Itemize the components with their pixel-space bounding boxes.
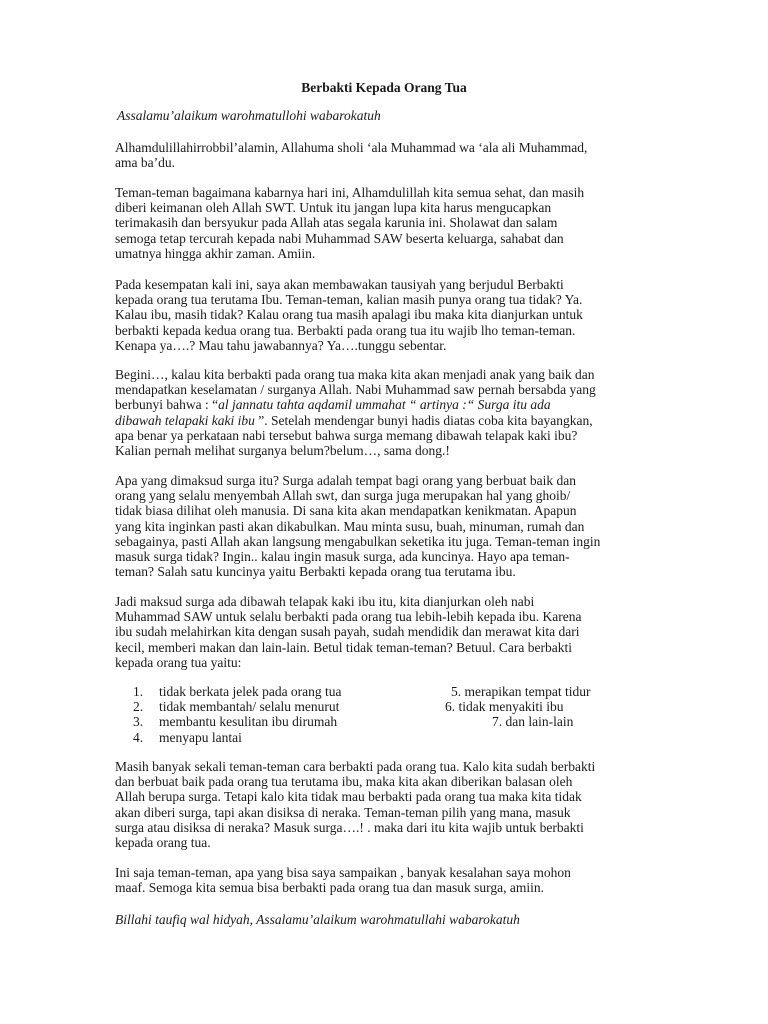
list-item [115,714,675,729]
hadith-quote: dibawah telapaki kaki ibu [115,412,255,428]
text-line: Muhammad SAW untuk selalu berbakti pada orang tua lebih-lebih kepada ibu. Karena [115,609,582,625]
text-line: Apa yang dimaksud surga itu? Surga adalah tempat bagi orang yang berbuat baik dan [115,473,576,488]
text-line: Kalian pernah melihat surganya belum?belum…, sama dong.! [115,443,450,459]
text-line: Masih banyak sekali teman-teman cara berbakti pada orang tua. Kalo kita sudah berbakti [115,759,596,774]
text-line: sebagainya, pasti Allah akan langsung mengabulkan seketika itu juga. Teman-teman ingin [115,533,601,549]
text-line: semoga tetap tercurah kepada nabi Muhammad SAW beserta keluarga, sahabat dan [115,230,564,246]
text-line: Begini…, kalau kita berbakti pada orang tua maka kita akan menjadi anak yang baik dan [115,367,595,382]
text-line: Kalau ibu, masih tidak? Kalau orang tua masih apalagi ibu maka kita dianjurkan untuk [115,307,583,323]
text-line: berbakti kepada kedua orang tua. Berbakti pada orang tua itu wajib lho teman-teman. [115,322,576,338]
list-item [115,684,675,699]
text-line: ama ba’du. [115,155,175,171]
text-line: maaf. Semoga kita semua bisa berbakti pada orang tua dan masuk surga, amiin. [115,880,545,896]
paragraph-heaven [115,473,675,579]
list-text-right: 5. merapikan tempat tidur [451,684,591,699]
list-text: membantu kesulitan ibu dirumah [159,714,338,730]
document-title: Berbakti Kepada Orang Tua [301,80,467,95]
text-line: Alhamdulillahirrobbil’alamin, Allahuma sholi ‘ala Muhammad wa ‘ala ali Muhammad, [115,140,588,155]
opening-salam: Assalamu’alaikum warohmatullohi wabarokatuh [117,108,381,123]
paragraph-closing-words [115,865,675,895]
list-number: 1. [133,684,144,699]
list-item [115,699,675,714]
text-line: umatnya hingga akhir zaman. Amiin. [115,245,316,261]
list-text: tidak berkata jelek pada orang tua [159,684,342,699]
text-line: teman? Salah satu kuncinya yaitu Berbakti kepada orang tua terutama ibu. [115,564,516,580]
text-line: kepada orang tua yaitu: [115,654,242,670]
text-line: mendapatkan keselamatan / surganya Allah. Nabi Muhammad saw pernah bersabda yang [115,382,596,398]
paragraph-topic-intro [115,277,675,353]
paragraph-reward [115,759,675,850]
text-line: apa benar ya perkataan nabi tersebut bahwa surga memang dibawah telapak kaki ibu? [115,427,578,443]
text-span: berbunyi bahwa : “ [115,397,219,413]
text-line: masuk surga tidak? Ingin.. kalau ingin masuk surga, ada kuncinya. Hayo apa teman- [115,549,570,565]
text-line [115,397,675,412]
hadith-quote: al jannatu tahta aqdamil ummahat “ artinya :“ Surga itu ada [218,397,551,413]
text-line: orang yang selalu menyembah Allah swt, dan surga juga merupakan hal yang ghoib/ [115,488,571,504]
list-text-right: 6. tidak menyakiti ibu [445,699,564,715]
text-line: Kenapa ya….? Mau tahu jawabannya? Ya….tunggu sebentar. [115,337,447,353]
text-span: ”. Setelah mendengar bunyi hadis diatas coba kita bayangkan, [254,412,593,428]
text-line: Ini saja teman-teman, apa yang bisa saya sampaikan , banyak kesalahan saya mohon [115,865,571,880]
paragraph-meaning [115,594,675,670]
ways-list [115,684,675,745]
list-text-right: 7. dan lain-lain [492,714,574,730]
text-line: terimakasih dan bersyukur pada Allah atas segala karunia ini. Sholawat dan salam [115,215,558,231]
list-text: menyapu lantai [159,729,242,745]
list-number: 2. [133,699,144,715]
paragraph-hadith [115,367,675,458]
text-line: Jadi maksud surga ada dibawah telapak kaki ibu itu, kita dianjurkan oleh nabi [115,594,535,609]
text-line: dan berbuat baik pada orang tua terutama ibu, maka kita akan diberikan balasan oleh [115,774,573,790]
closing-salam: Billahi taufiq wal hidyah, Assalamu’alaikum warohmatullahi wabarokatuh [115,912,520,927]
text-line: Allah berupa surga. Tetapi kalo kita tidak mau berbakti pada orang tua maka kita tidak [115,789,582,805]
text-line: akan diberi surga, tapi akan disiksa di neraka. Teman-teman pilih yang mana, masuk [115,804,571,820]
paragraph-greeting [115,185,675,261]
list-number: 3. [133,714,144,730]
list-item [115,730,675,745]
text-line [115,413,675,428]
text-line: yang kita inginkan pasti akan dikabulkan. Mau minta susu, buah, minuman, rumah dan [115,518,585,534]
text-line: tidak biasa dilihat oleh manusia. Di sana kita akan mendapatkan kenikmatan. Apapun [115,503,577,519]
text-line: surga atau disiksa di neraka? Masuk surga….! . maka dari itu kita wajib untuk berbakti [115,819,584,835]
text-line: kepada orang tua terutama Ibu. Teman-teman, kalian masih punya orang tua tidak? Ya. [115,292,583,308]
text-line: Pada kesempatan kali ini, saya akan membawakan tausiyah yang berjudul Berbakti [115,277,564,292]
text-line: kepada orang tua. [115,835,211,851]
text-line: Teman-teman bagaimana kabarnya hari ini, Alhamdulillah kita semua sehat, dan masih [115,185,585,200]
list-number: 4. [133,729,144,745]
text-line: kecil, memberi makan dan lain-lain. Betul tidak teman-teman? Betuul. Cara berbakti [115,639,572,655]
list-text: tidak membantah/ selalu menurut [159,699,340,715]
text-line: diberi keimanan oleh Allah SWT. Untuk itu jangan lupa kita harus mengucapkan [115,200,552,216]
paragraph-opening-praise [115,140,675,170]
text-line: ibu sudah melahirkan kita dengan susah payah, sudah mendidik dan merawat kita dari [115,624,580,640]
